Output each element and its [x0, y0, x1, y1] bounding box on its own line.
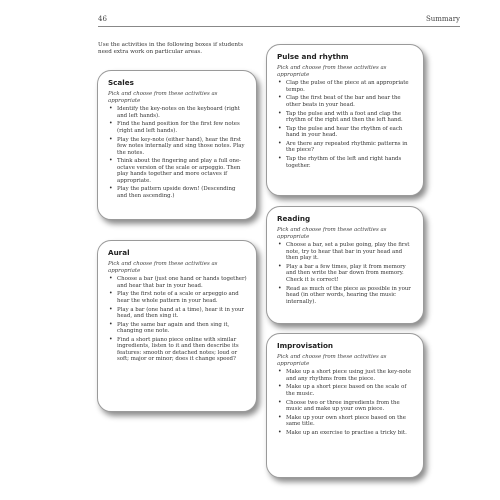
scales-subtitle: Pick and choose from these activities as appropriate	[108, 91, 218, 104]
reading-list-item: • Choose a bar, set a pulse going, play the first note, try to hear that bar in your head and then play it.	[286, 242, 414, 262]
pulse-list	[277, 80, 414, 169]
aural-list-item: • Find a short piano piece online with similar ingredients, listen to it and then describe its features: smooth or detached notes; loud or soft; major or minor; does it change speed?	[117, 337, 247, 363]
pulse-title: Pulse and rhythm	[277, 52, 349, 61]
improvisation-list-item: • Make up your own short piece based on the same title.	[286, 415, 414, 428]
improvisation-list-item: • Make up a short piece using just the key-note and any rhythms from the piece.	[286, 369, 414, 382]
scales-list-item: • Identify the key-notes on the keyboard (right and left hands).	[117, 106, 247, 119]
scales-list-item: • Think about the fingering and play a full one-octave version of the scale or arpeggio. Then play hands together and more octaves if appropriate.	[117, 158, 247, 184]
aural-list-item: • Choose a bar (just one hand or hands together) and hear that bar in your head.	[117, 276, 247, 289]
pulse-list-item: • Tap the rhythm of the left and right hands together.	[286, 156, 414, 169]
improvisation-list	[277, 369, 414, 436]
section-title: Summary	[425, 15, 460, 23]
header-divider	[98, 26, 460, 27]
pulse-list-item: • Tap the pulse and hear the rhythm of each hand in your head.	[286, 126, 414, 139]
improvisation-list-item: • Make up an exercise to practise a tricky bit.	[286, 430, 414, 437]
pulse-list-item: • Are there any repeated rhythmic patterns in the piece?	[286, 141, 414, 154]
pulse-subtitle: Pick and choose from these activities as appropriate	[277, 65, 387, 78]
reading-subtitle: Pick and choose from these activities as appropriate	[277, 227, 387, 240]
improvisation-subtitle: Pick and choose from these activities as appropriate	[277, 354, 387, 367]
improvisation-list-item: • Make up a short piece based on the scale of the music.	[286, 384, 414, 397]
scales-list-item: • Play the pattern upside down! (Descending and then ascending.)	[117, 186, 247, 199]
improvisation-title: Improvisation	[277, 341, 334, 350]
pulse-box	[266, 44, 424, 196]
aural-subtitle: Pick and choose from these activities as appropriate	[108, 261, 218, 274]
scales-list-item: • Play the key-note (either hand), hear the first few notes internally and sing those notes. Play the notes.	[117, 137, 247, 157]
scales-box	[97, 70, 257, 220]
reading-title: Reading	[277, 214, 311, 223]
intro-text: Use the activities in the following boxes if students need extra work on particular areas.	[98, 42, 244, 56]
reading-list-item: • Read as much of the piece as possible in your head (in other words, hearing the music internally).	[286, 286, 414, 306]
reading-list-item: • Play a bar a few times, play it from memory and then write the bar down from memory. Check it is correct!	[286, 264, 414, 284]
improvisation-box	[266, 333, 424, 478]
scales-title: Scales	[108, 78, 134, 87]
reading-box	[266, 206, 424, 324]
pulse-list-item: • Clap the first beat of the bar and hear the other beats in your head.	[286, 95, 414, 108]
improvisation-list-item: • Choose two or three ingredients from the music and make up your own piece.	[286, 400, 414, 413]
aural-list-item: • Play the first note of a scale or arpeggio and hear the whole pattern in your head.	[117, 291, 247, 304]
aural-list	[108, 276, 247, 363]
scales-list	[108, 106, 247, 199]
aural-title: Aural	[108, 248, 130, 257]
aural-box	[97, 240, 257, 412]
aural-list-item: • Play the same bar again and then sing it, changing one note.	[117, 322, 247, 335]
page-number: 46	[98, 15, 107, 23]
pulse-list-item: • Clap the pulse of the piece at an appropriate tempo.	[286, 80, 414, 93]
scales-list-item: • Find the hand position for the first few notes (right and left hands).	[117, 121, 247, 134]
pulse-list-item: • Tap the pulse and with a foot and clap the rhythm of the right and then the left hand.	[286, 111, 414, 124]
aural-list-item: • Play a bar (one hand at a time), hear it in your head, and then sing it.	[117, 307, 247, 320]
reading-list	[277, 242, 414, 305]
